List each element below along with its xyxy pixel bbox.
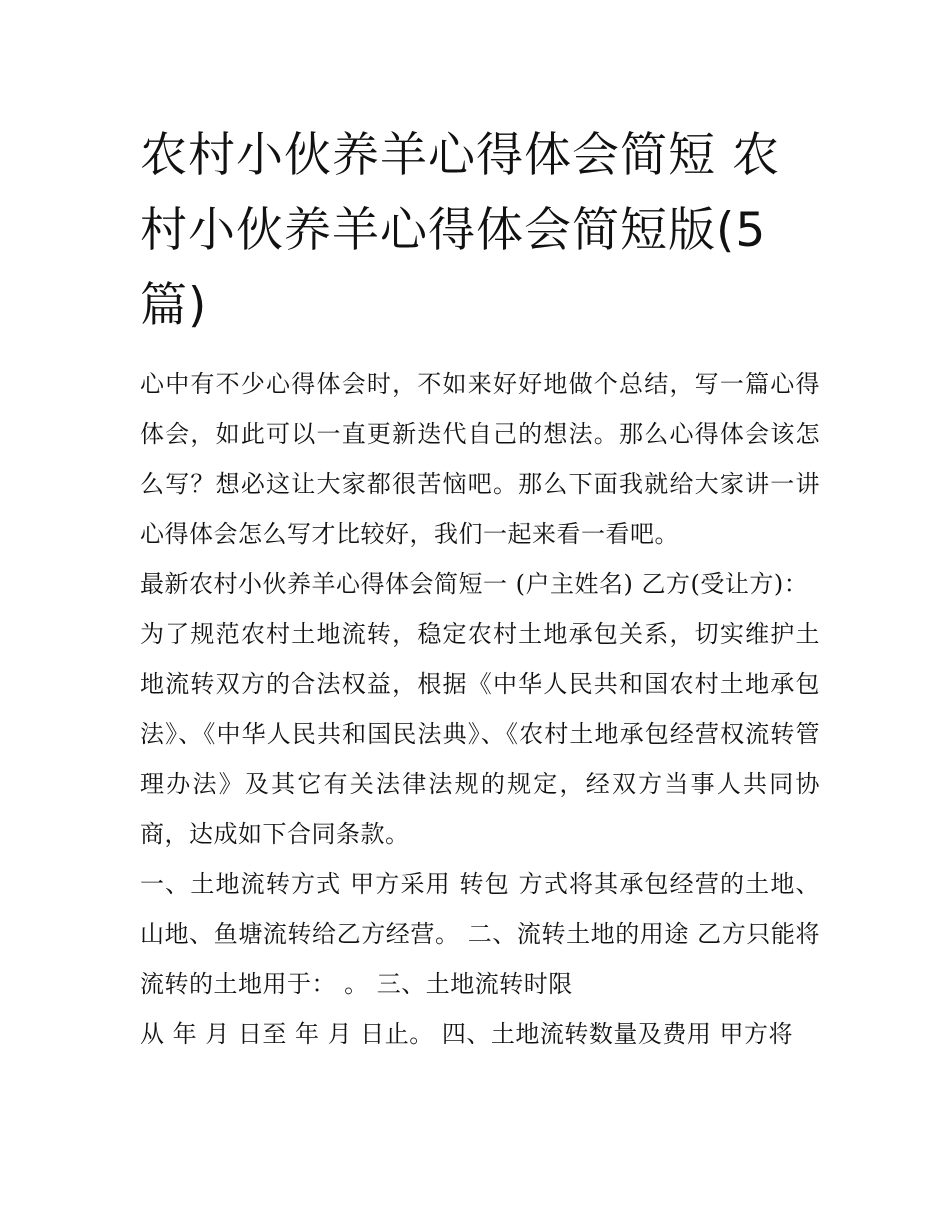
clauses-paragraph: 一、土地流转方式 甲方采用 转包 方式将其承包经营的土地、山地、鱼塘流转给乙方经营。 二、流转土地的用途 乙方只能将流转的土地用于： 。 三、土地流转时限 xyxy=(140,870,820,998)
intro-paragraph: 心中有不少心得体会时，不如来好好地做个总结，写一篇心得体会，如此可以一直更新迭代自己的想法。那么心得体会该怎么写？想必这让大家都很苦恼吧。那么下面我就给大家讲一讲心得体会怎么写才比较好，我们一起来看一看吧。 xyxy=(140,370,820,548)
document-page xyxy=(140,118,820,1059)
document-title: 农村小伙养羊心得体会简短 农村小伙养羊心得体会简短版(5篇) xyxy=(140,128,780,333)
body-paragraph: 为了规范农村土地流转，稳定农村土地承包关系，切实维护土地流转双方的合法权益，根据《中华人民共和国农村土地承包法》、《中华人民共和国民法典》、《农村土地承包经营权流转管理办法》及其它有关法律法规的规定，经双方当事人共同协商，达成如下合同条款。 xyxy=(140,620,820,848)
section-heading-paragraph: 最新农村小伙养羊心得体会简短一 (户主姓名) 乙方(受让方)： xyxy=(140,570,809,598)
term-paragraph: 从 年 月 日至 年 月 日止。 四、土地流转数量及费用 甲方将 xyxy=(140,1020,794,1048)
